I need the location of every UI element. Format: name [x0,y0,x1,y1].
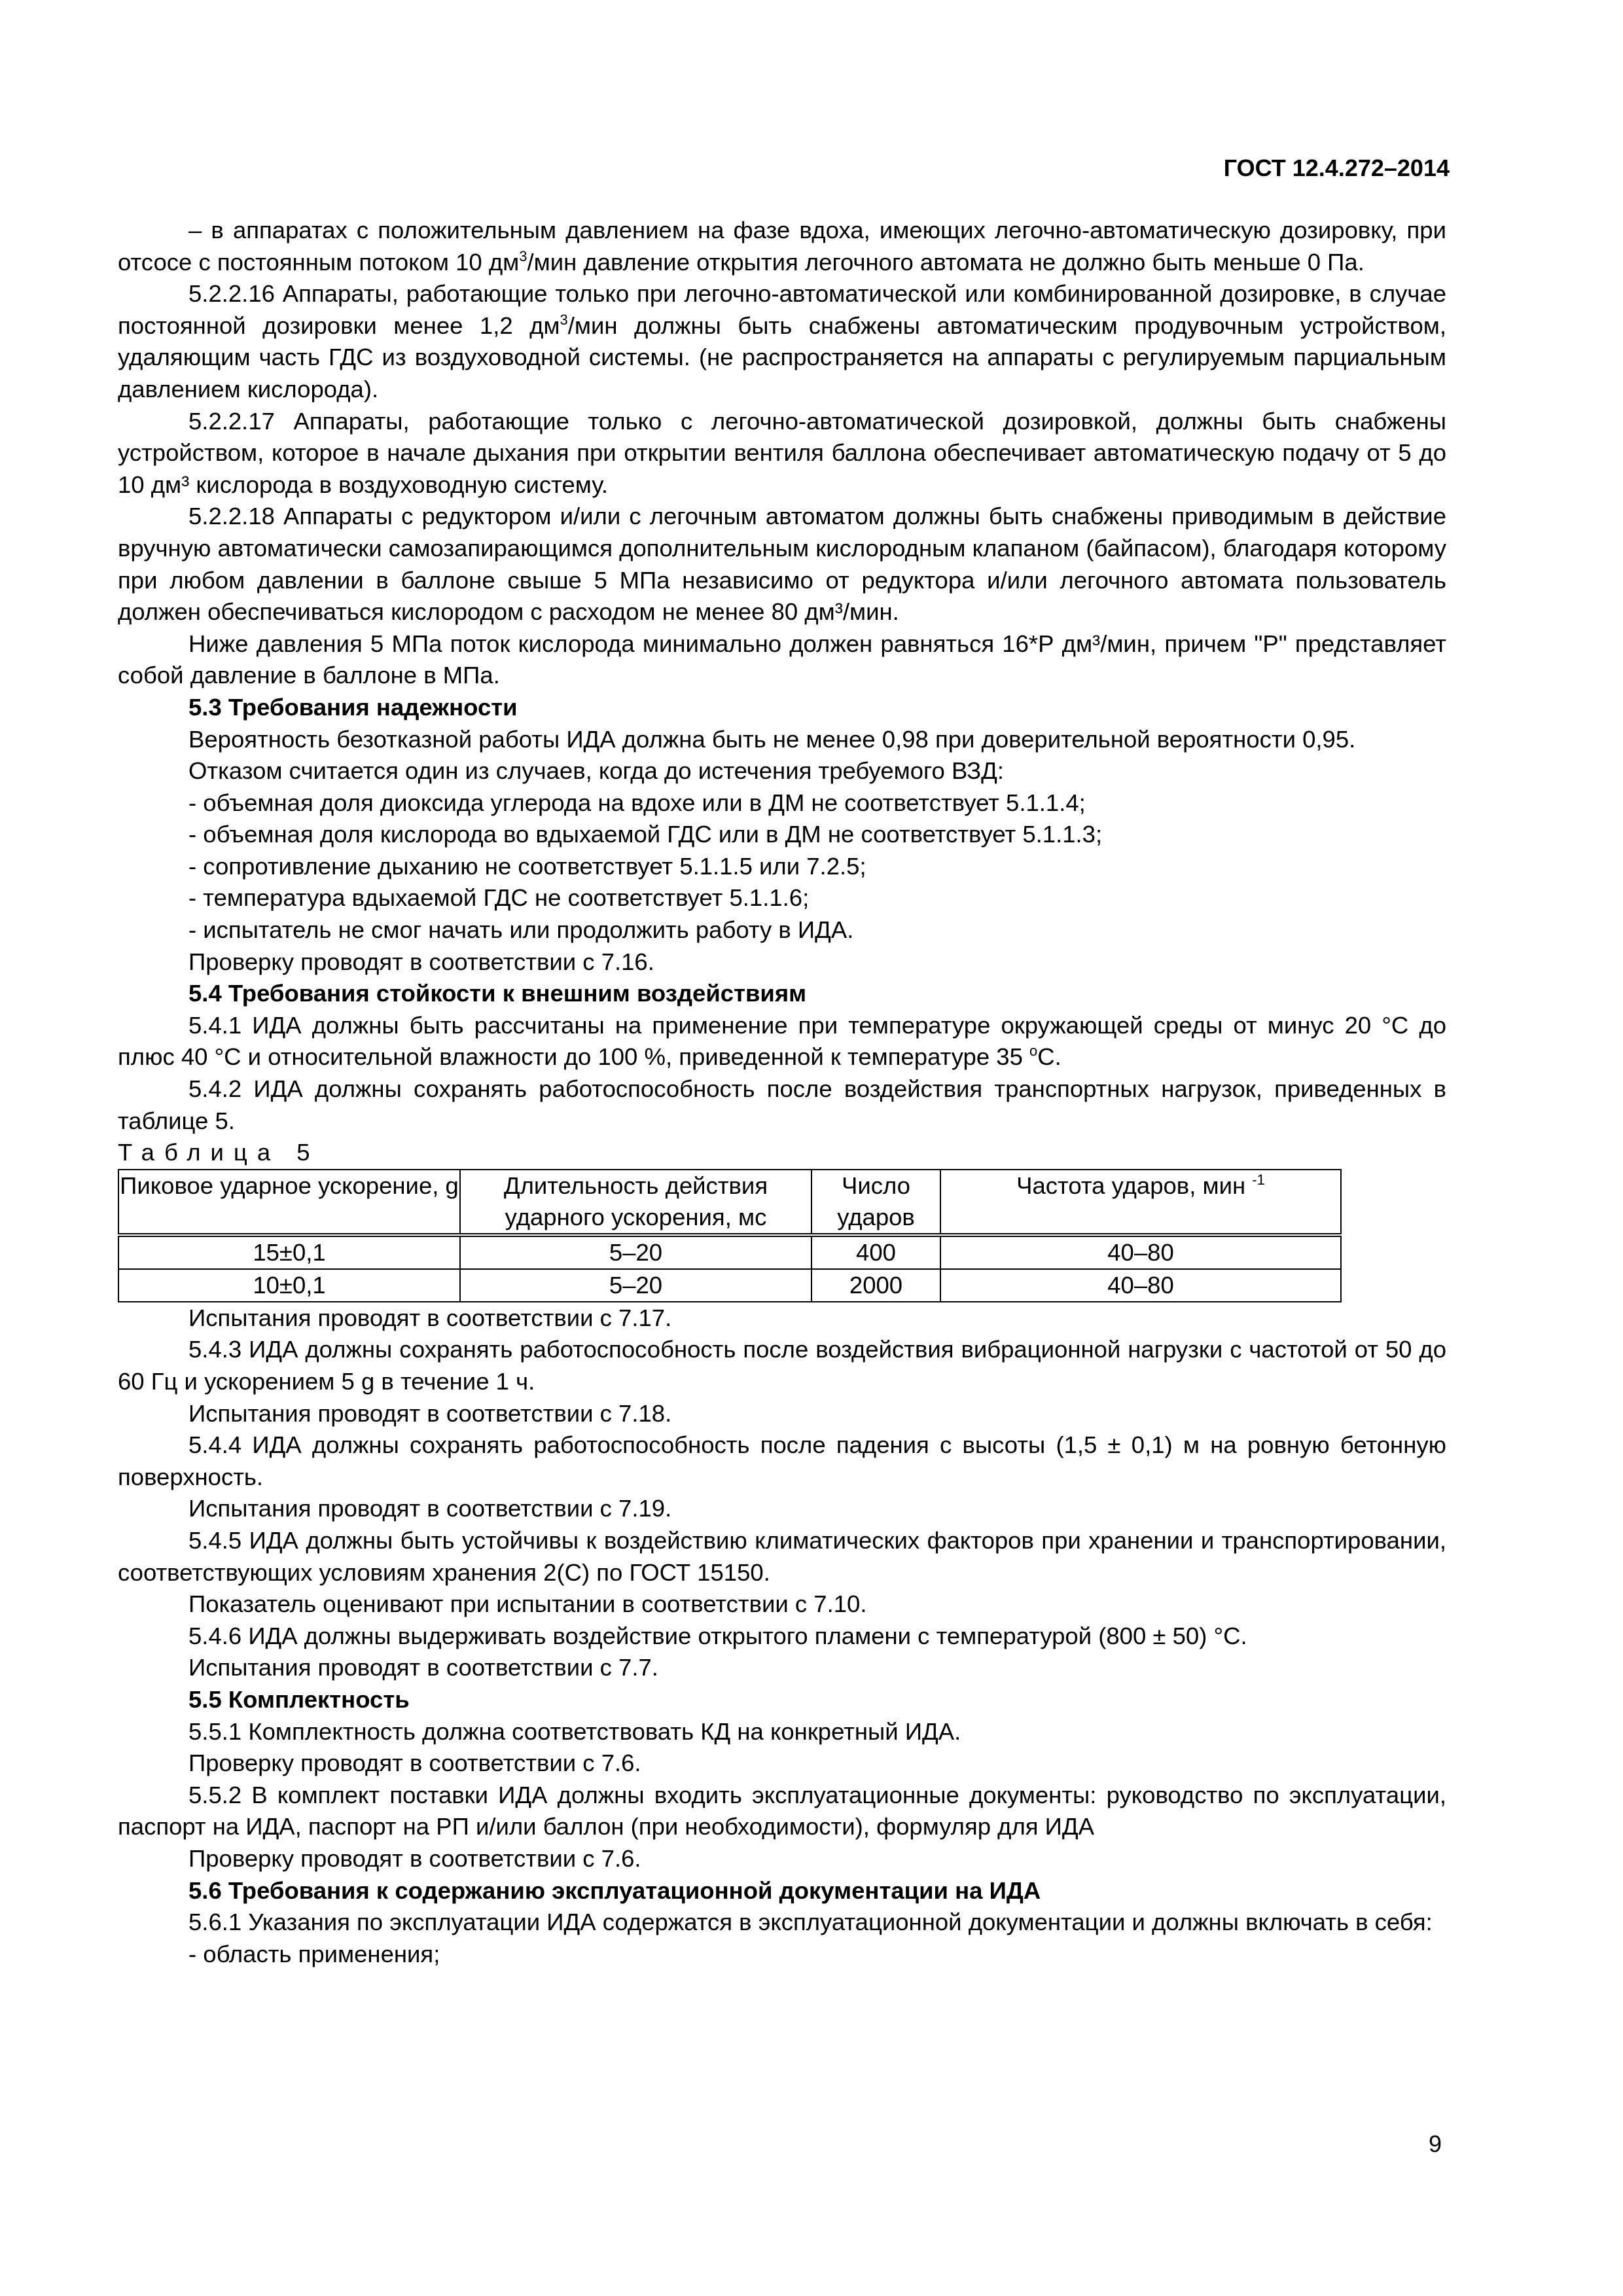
paragraph-5-4-3: 5.4.3 ИДА должны сохранять работоспособность после воздействия вибрационной нагрузки с частотой от 50 до 60 Гц и ускорением 5 g в течение 1 ч. [118,1336,1446,1395]
paragraph: Проверку проводят в соответствии с 7.6. [188,1844,641,1872]
list-item: - область применения; [188,1940,440,1967]
paragraph: Проверку проводят в соответствии с 7.6. [188,1749,641,1777]
list-item: - сопротивление дыханию не соответствует 5.1.1.5 или 7.2.5; [188,852,866,880]
table-cell: 40–80 [940,1235,1341,1269]
paragraph: Показатель оценивают при испытании в соответствии с 7.10. [188,1590,867,1618]
paragraph: Испытания проводят в соответствии с 7.17. [188,1304,672,1331]
paragraph-5-4-4: 5.4.4 ИДА должны сохранять работоспособность после падения с высоты (1,5 ± 0,1) м на ровную бетонную поверхность. [118,1431,1446,1490]
document-header: ГОСТ 12.4.272–2014 [1223,154,1450,181]
section-heading-5-4: 5.4 Требования стойкости к внешним воздействиям [188,980,807,1007]
paragraph: Проверку проводят в соответствии с 7.16. [188,948,654,975]
list-item: - испытатель не смог начать или продолжить работу в ИДА. [188,916,854,944]
paragraph-5-2-2-16: 5.2.2.16 Аппараты, работающие только при легочно-автоматической или комбинированной дозировке, в случае постоянной дозировки менее 1,2 $дм^3$/мин должны быть снабжены автоматическим продувочным устройством, удаляющим часть ГДС из воздуховодной системы. (не распространяется на аппараты с регулируемым парциальным давлением кислорода). [118,280,1446,403]
table-5 [118,1169,1342,1302]
table-cell: 40–80 [940,1269,1341,1302]
table-caption: Таблица 5 [118,1139,320,1166]
paragraph-5-2-2-18: 5.2.2.18 Аппараты с редуктором и/или с легочным автоматом должны быть снабжены приводимым в действие вручную автоматически самозапирающимся дополнительным кислородным клапаном (байпасом), благодаря которому при любом давлении в баллоне свыше 5 МПа независимо от редуктора и/или легочного автомата пользователь должен обеспечиваться кислородом с расходом не менее 80 дм³/мин. [118,503,1446,626]
paragraph-5-4-2: 5.4.2 ИДА должны сохранять работоспособность после воздействия транспортных нагрузок, приведенных в таблице 5. [118,1075,1446,1134]
list-item: - объемная доля кислорода во вдыхаемой ГДС или в ДМ не соответствует 5.1.1.3; [188,821,1103,848]
section-heading-5-6: 5.6 Требования к содержанию эксплуатационной документации на ИДА [188,1876,1041,1904]
paragraph-5-4-6: 5.4.6 ИДА должны выдерживать воздействие открытого пламени с температурой (800 ± 50) °С. [188,1622,1247,1649]
paragraph: Отказом считается один из случаев, когда до истечения требуемого ВЗД: [188,757,1005,785]
paragraph-5-4-1: 5.4.1 ИДА должны быть рассчитаны на применение при температуре окружающей среды от минус 20 °С до плюс 40 °С и относительной влажности до 100 %, приведенной к температуре 35 $^o$С. [118,1011,1446,1071]
table-cell: 15±0,1 [118,1235,460,1269]
paragraph-5-4-5: 5.4.5 ИДА должны быть устойчивы к воздействию климатических факторов при хранении и транспортировании, соответствующих условиям хранения 2(С) по ГОСТ 15150. [118,1526,1446,1586]
table-header-cell: Пиковое ударное ускорение, g [118,1170,460,1235]
table-cell: 5–20 [460,1269,812,1302]
table-row [118,1235,1341,1269]
section-heading-5-5: 5.5 Комплектность [188,1685,410,1713]
section-heading-5-3: 5.3 Требования надежности [188,693,518,721]
table-cell: 10±0,1 [118,1269,460,1302]
table-cell: 400 [812,1235,940,1269]
list-item: - объемная доля диоксида углерода на вдохе или в ДМ не соответствует 5.1.1.4; [188,789,1086,816]
table-cell: 2000 [812,1269,940,1302]
paragraph: – в аппаратах с положительным давлением на фазе вдоха, имеющих легочно-автоматическую дозировку, при отсосе с постоянным потоком 10 $дм^3$/мин давление открытия легочного автомата не должно быть меньше 0 Па. [118,217,1446,276]
table-header-cell: Число ударов [812,1170,940,1235]
table-header-cell: Длительность действия ударного ускорения, мс [460,1170,812,1235]
list-item: - температура вдыхаемой ГДС не соответствует 5.1.1.6; [188,884,810,912]
paragraph: Вероятность безотказной работы ИДА должна быть не менее 0,98 при доверительной вероятности 0,95. [188,725,1356,753]
paragraph-5-5-2: 5.5.2 В комплект поставки ИДА должны входить эксплуатационные документы: руководство по эксплуатации, паспорт на ИДА, паспорт на РП и/или баллон (при необходимости), формуляр для ИДА [118,1781,1446,1840]
paragraph-5-6-1: 5.6.1 Указания по эксплуатации ИДА содержатся в эксплуатационной документации и должны включать в себя: [188,1909,1433,1936]
paragraph: Испытания проводят в соответствии с 7.7. [188,1654,658,1681]
table-header-cell: Частота ударов, мин $^{-1}$ [940,1170,1341,1235]
table-cell: 5–20 [460,1235,812,1269]
page-number: 9 [1428,2130,1442,2157]
paragraph: Испытания проводят в соответствии с 7.19. [188,1495,672,1522]
table-row [118,1269,1341,1302]
paragraph: Ниже давления 5 МПа поток кислорода минимально должен равняться 16*Р дм³/мин, причем "Р" представляет собой давление в баллоне в МПа. [118,630,1446,689]
paragraph-5-5-1: 5.5.1 Комплектность должна соответствовать КД на конкретный ИДА. [188,1717,961,1745]
document-body [118,215,1446,1970]
table-header-row [118,1170,1341,1235]
paragraph-5-2-2-17: 5.2.2.17 Аппараты, работающие только с легочно-автоматической дозировкой, должны быть снабжены устройством, которое в начале дыхания при открытии вентиля баллона обеспечивает автоматическую подачу от 5 до 10 дм³ кислорода в воздуховодную систему. [118,407,1446,498]
paragraph: Испытания проводят в соответствии с 7.18. [188,1399,672,1427]
